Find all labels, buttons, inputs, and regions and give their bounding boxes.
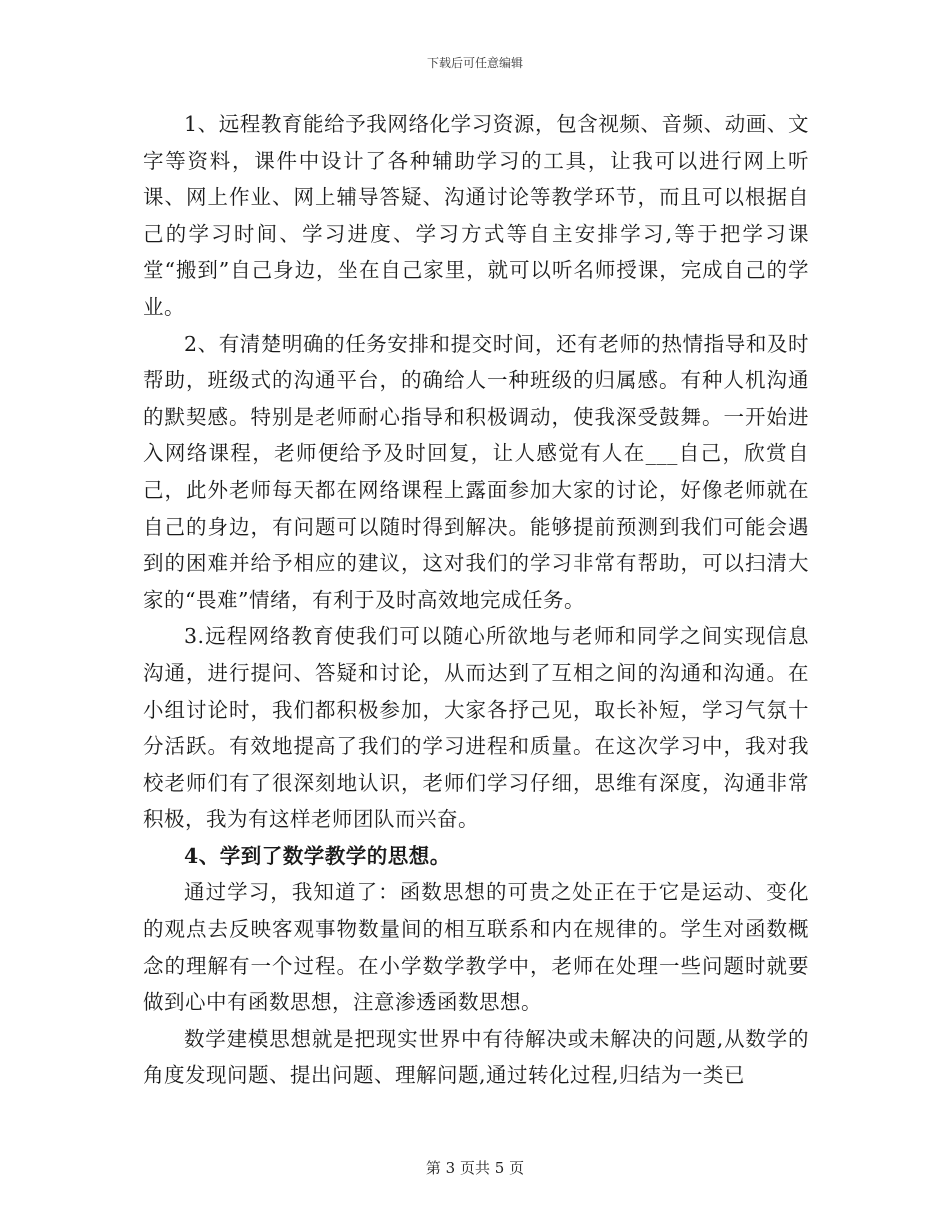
document-body (143, 106, 809, 1094)
paragraph-4: 通过学习，我知道了：函数思想的可贵之处正在于它是运动、变化的观点去反映客观事物数量间的相互联系和内在规律的。学生对函数概念的理解有一个过程。在小学数学教学中，老师在处理一些问题时就要做到心中有函数思想，注意渗透函数思想。 (143, 880, 809, 1015)
section-heading: 4、学到了数学教学的思想。 (184, 843, 451, 868)
page-footer: 第 3 页共 5 页 (425, 1159, 525, 1177)
paragraph-5: 数学建模思想就是把现实世界中有待解决或未解决的问题,从数学的角度发现问题、提出问题、理解问题,通过转化过程,归结为一类已 (143, 1026, 809, 1088)
paragraph-2: 2、有清楚明确的任务安排和提交时间，还有老师的热情指导和及时帮助，班级式的沟通平台，的确给人一种班级的归属感。有种人机沟通的默契感。特别是老师耐心指导和积极调动，使我深受鼓舞。一开始进入网络课程，老师便给予及时回复，让人感觉有人在___自己，欣赏自己，此外老师每天都在网络课程上露面参加大家的讨论，好像老师就在自己的身边，有问题可以随时得到解决。能够提前预测到我们可能会遇到的困难并给予相应的建议，这对我们的学习非常有帮助，可以扫清大家的“畏难”情绪，有利于及时高效地完成任务。 (143, 331, 809, 612)
page-header: 下载后可任意编辑 (426, 56, 523, 70)
paragraph-3: 3.远程网络教育使我们可以随心所欲地与老师和同学之间实现信息沟通，进行提问、答疑和讨论，从而达到了互相之间的沟通和沟通。在小组讨论时，我们都积极参加，大家各抒己见，取长补短，学习气氛十分活跃。有效地提高了我们的学习进程和质量。在这次学习中，我对我校老师们有了很深刻地认识，老师们学习仔细，思维有深度，沟通非常积极，我为有这样老师团队而兴奋。 (143, 624, 809, 832)
paragraph-1: 1、远程教育能给予我网络化学习资源，包含视频、音频、动画、文字等资料，课件中设计了各种辅助学习的工具，让我可以进行网上听课、网上作业、网上辅导答疑、沟通讨论等教学环节，而且可以根据自己的学习时间、学习进度、学习方式等自主安排学习,等于把学习课堂“搬到”自己身边，坐在自己家里，就可以听名师授课，完成自己的学业。 (143, 112, 809, 319)
